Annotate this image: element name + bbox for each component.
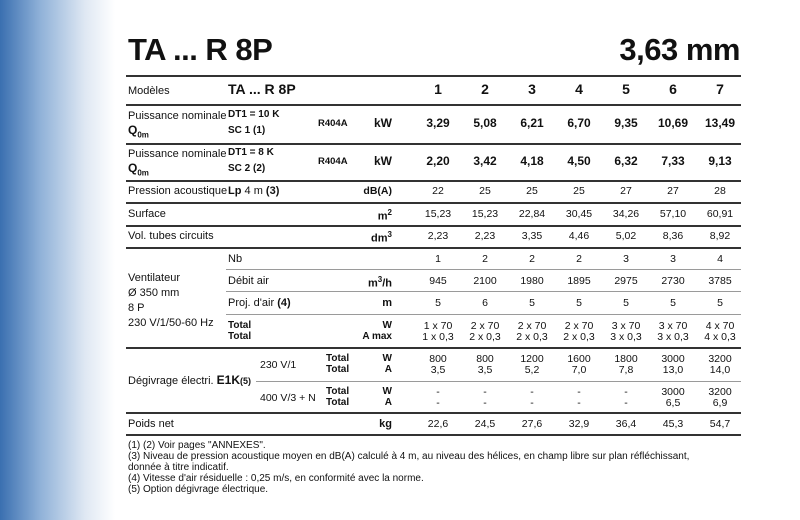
value-cell: - — [530, 397, 534, 409]
row-label-vol: Vol. tubes circuits — [128, 230, 214, 242]
row-label-pression: Pression acoustique — [128, 185, 228, 197]
value-cell: 30,45 — [565, 208, 593, 220]
column-header: 3 — [528, 81, 536, 97]
row-label-puissance: Puissance nominale — [128, 148, 227, 160]
unit: $m^3/h$ — [367, 275, 392, 290]
value-cell: 1 — [435, 253, 441, 265]
value-cell: 3785 — [708, 275, 732, 287]
fin-spacing-title: 3,63 mm — [619, 32, 740, 67]
unit: $m^2$ — [377, 208, 392, 223]
table-row-rule — [126, 247, 741, 249]
sub-label-nb: Nb — [228, 253, 243, 265]
value-cell: - — [436, 386, 440, 398]
value-cell: 6 — [482, 297, 488, 309]
value-cell: 3200 — [708, 386, 732, 398]
unit: dB(A) — [363, 185, 392, 197]
value-cell: 27 — [620, 185, 632, 197]
sub-label-total: Total — [326, 397, 350, 408]
value-cell: 2 x 0,3 — [469, 331, 501, 343]
unit: W — [382, 386, 392, 397]
sub-label-total: Total — [326, 353, 350, 364]
voltage-400: 400 V/3 + N — [260, 392, 316, 404]
value-cell: 3000 — [661, 386, 685, 398]
value-cell: 4,18 — [520, 154, 544, 168]
condition-sc: SC 1 (1) — [228, 125, 266, 136]
sub-label-total: Total — [228, 320, 252, 331]
table-row-rule — [126, 347, 741, 349]
table-bottom-rule — [126, 434, 741, 436]
footnote: (3) Niveau de pression acoustique moyen en dB(A) calculé à 4 m, au niveau des hélices, en champ libre sur plan réfléchissant, — [128, 451, 690, 462]
unit: kW — [374, 154, 392, 168]
ventilateur-diameter: Ø 350 mm — [128, 287, 180, 299]
condition-dt1: DT1 = 8 K — [228, 147, 274, 158]
value-cell: 14,0 — [709, 364, 731, 376]
value-cell: 25 — [526, 185, 538, 197]
value-cell: 6,70 — [567, 116, 591, 130]
footnote: (5) Option dégivrage électrique. — [128, 484, 269, 495]
value-cell: - — [624, 397, 628, 409]
table-row-rule — [126, 412, 741, 414]
condition-sc: SC 2 (2) — [228, 163, 266, 174]
value-cell: 4,46 — [568, 230, 590, 242]
column-header: 7 — [716, 81, 724, 97]
value-cell: 57,10 — [659, 208, 687, 220]
lp-condition: Lp 4 m (3) — [228, 185, 280, 197]
value-cell: 3000 — [661, 353, 685, 365]
value-cell: 22,6 — [427, 418, 449, 430]
unit: W — [382, 353, 392, 364]
value-cell: - — [436, 397, 440, 409]
value-cell: 2730 — [661, 275, 685, 287]
value-cell: 34,26 — [612, 208, 640, 220]
row-label-surface: Surface — [128, 208, 166, 220]
table-row-rule — [126, 143, 741, 145]
footnote: donnée à titre indicatif. — [128, 462, 229, 473]
column-header: 1 — [434, 81, 442, 97]
value-cell: 6,9 — [712, 397, 728, 409]
value-cell: 8,92 — [709, 230, 731, 242]
value-cell: 3 — [623, 253, 629, 265]
value-cell: 27,6 — [521, 418, 543, 430]
value-cell: 6,5 — [665, 397, 681, 409]
value-cell: - — [483, 397, 487, 409]
value-cell: 4 — [717, 253, 723, 265]
value-cell: 32,9 — [568, 418, 590, 430]
value-cell: 9,35 — [614, 116, 638, 130]
table-subrow-rule — [226, 291, 741, 292]
value-cell: 3,42 — [473, 154, 497, 168]
row-label-modeles: Modèles — [128, 85, 170, 97]
table-subrow-rule — [256, 381, 741, 382]
value-cell: - — [624, 386, 628, 398]
sub-label-total: Total — [326, 386, 350, 397]
value-cell: 45,3 — [662, 418, 684, 430]
table-subrow-rule — [226, 314, 741, 315]
value-cell: 2 — [482, 253, 488, 265]
table-row-rule — [126, 225, 741, 227]
value-cell: 945 — [429, 275, 447, 287]
column-header: 2 — [481, 81, 489, 97]
sub-label-proj: Proj. d'air (4) — [228, 297, 291, 309]
value-cell: 22,84 — [518, 208, 546, 220]
sub-label-total: Total — [326, 364, 350, 375]
table-row-rule — [126, 104, 741, 106]
unit: A max — [362, 331, 392, 342]
unit: W — [382, 320, 392, 331]
value-cell: 2975 — [614, 275, 638, 287]
footnote: (4) Vitesse d'air résiduelle : 0,25 m/s, en conformité avec la norme. — [128, 473, 424, 484]
page-title: TA ... R 8P — [128, 32, 273, 67]
q0m-symbol: $Q_{0m}$ — [128, 123, 149, 140]
ventilateur-label: Ventilateur — [128, 272, 180, 284]
value-cell: 2 x 70 — [470, 320, 500, 332]
value-cell: 3,35 — [521, 230, 543, 242]
model-name: TA ... R 8P — [228, 81, 296, 97]
value-cell: 2 — [576, 253, 582, 265]
sub-label-total: Total — [228, 331, 252, 342]
value-cell: 13,49 — [704, 116, 736, 130]
value-cell: 54,7 — [709, 418, 731, 430]
value-cell: 9,13 — [708, 154, 732, 168]
value-cell: 4 x 70 — [705, 320, 735, 332]
value-cell: 6,21 — [520, 116, 544, 130]
value-cell: 7,8 — [618, 364, 634, 376]
value-cell: 3 x 70 — [611, 320, 641, 332]
value-cell: 7,0 — [571, 364, 587, 376]
value-cell: 3,5 — [477, 364, 493, 376]
value-cell: 13,0 — [662, 364, 684, 376]
value-cell: 5 — [717, 297, 723, 309]
value-cell: 5 — [670, 297, 676, 309]
unit: $dm^3$ — [371, 230, 392, 245]
value-cell: 3 x 70 — [658, 320, 688, 332]
unit: A — [384, 364, 392, 375]
value-cell: 1600 — [567, 353, 591, 365]
value-cell: - — [577, 397, 581, 409]
value-cell: 60,91 — [706, 208, 734, 220]
value-cell: 800 — [476, 353, 494, 365]
value-cell: 3,29 — [426, 116, 450, 130]
unit: A — [384, 397, 392, 408]
unit: kg — [379, 418, 392, 430]
value-cell: 2 x 0,3 — [516, 331, 548, 343]
row-label-degivrage: Dégivrage électri. E1K(5) — [128, 373, 251, 387]
value-cell: 2 x 70 — [564, 320, 594, 332]
refrigerant: R404A — [318, 118, 348, 129]
value-cell: 10,69 — [657, 116, 689, 130]
table-top-rule — [126, 75, 741, 77]
condition-dt1: DT1 = 10 K — [228, 109, 280, 120]
unit: m — [382, 297, 392, 309]
value-cell: 8,36 — [662, 230, 684, 242]
value-cell: 2 x 70 — [517, 320, 547, 332]
sub-label-debit: Débit air — [228, 275, 269, 287]
value-cell: 24,5 — [474, 418, 496, 430]
value-cell: 3 x 0,3 — [657, 331, 689, 343]
value-cell: 28 — [714, 185, 726, 197]
value-cell: 6,32 — [614, 154, 638, 168]
row-label-puissance: Puissance nominale — [128, 110, 227, 122]
value-cell: 15,23 — [471, 208, 499, 220]
value-cell: 3 x 0,3 — [610, 331, 642, 343]
value-cell: 1 x 0,3 — [422, 331, 454, 343]
value-cell: 3 — [670, 253, 676, 265]
value-cell: 3,5 — [430, 364, 446, 376]
value-cell: 25 — [479, 185, 491, 197]
value-cell: 15,23 — [424, 208, 452, 220]
value-cell: 5 — [623, 297, 629, 309]
value-cell: 2 x 0,3 — [563, 331, 595, 343]
value-cell: 1800 — [614, 353, 638, 365]
column-header: 4 — [575, 81, 583, 97]
value-cell: 5,08 — [473, 116, 497, 130]
value-cell: 2,20 — [426, 154, 450, 168]
table-row-rule — [126, 202, 741, 204]
voltage-230: 230 V/1 — [260, 359, 297, 371]
value-cell: 25 — [573, 185, 585, 197]
column-header: 6 — [669, 81, 677, 97]
value-cell: 36,4 — [615, 418, 637, 430]
ventilateur-supply: 230 V/1/50-60 Hz — [128, 317, 214, 329]
value-cell: - — [483, 386, 487, 398]
row-label-poids: Poids net — [128, 418, 174, 430]
value-cell: 7,33 — [661, 154, 685, 168]
value-cell: 1895 — [567, 275, 591, 287]
value-cell: 5,02 — [615, 230, 637, 242]
column-header: 5 — [622, 81, 630, 97]
value-cell: 2,23 — [427, 230, 449, 242]
value-cell: 3200 — [708, 353, 732, 365]
value-cell: 2 — [529, 253, 535, 265]
table-row-rule — [126, 180, 741, 182]
q0m-symbol: $Q_{0m}$ — [128, 161, 149, 178]
footnote: (1) (2) Voir pages "ANNEXES". — [128, 440, 266, 451]
refrigerant: R404A — [318, 156, 348, 167]
value-cell: 800 — [429, 353, 447, 365]
value-cell: 1 x 70 — [423, 320, 453, 332]
value-cell: 1980 — [520, 275, 544, 287]
value-cell: 5 — [435, 297, 441, 309]
value-cell: 2100 — [473, 275, 497, 287]
value-cell: 22 — [432, 185, 444, 197]
value-cell: 2,23 — [474, 230, 496, 242]
unit: kW — [374, 116, 392, 130]
value-cell: - — [577, 386, 581, 398]
value-cell: 5 — [576, 297, 582, 309]
value-cell: - — [530, 386, 534, 398]
value-cell: 4 x 0,3 — [704, 331, 736, 343]
table-subrow-rule — [226, 269, 741, 270]
value-cell: 4,50 — [567, 154, 591, 168]
value-cell: 27 — [667, 185, 679, 197]
value-cell: 5 — [529, 297, 535, 309]
ventilateur-poles: 8 P — [128, 302, 145, 314]
value-cell: 5,2 — [524, 364, 540, 376]
value-cell: 1200 — [520, 353, 544, 365]
